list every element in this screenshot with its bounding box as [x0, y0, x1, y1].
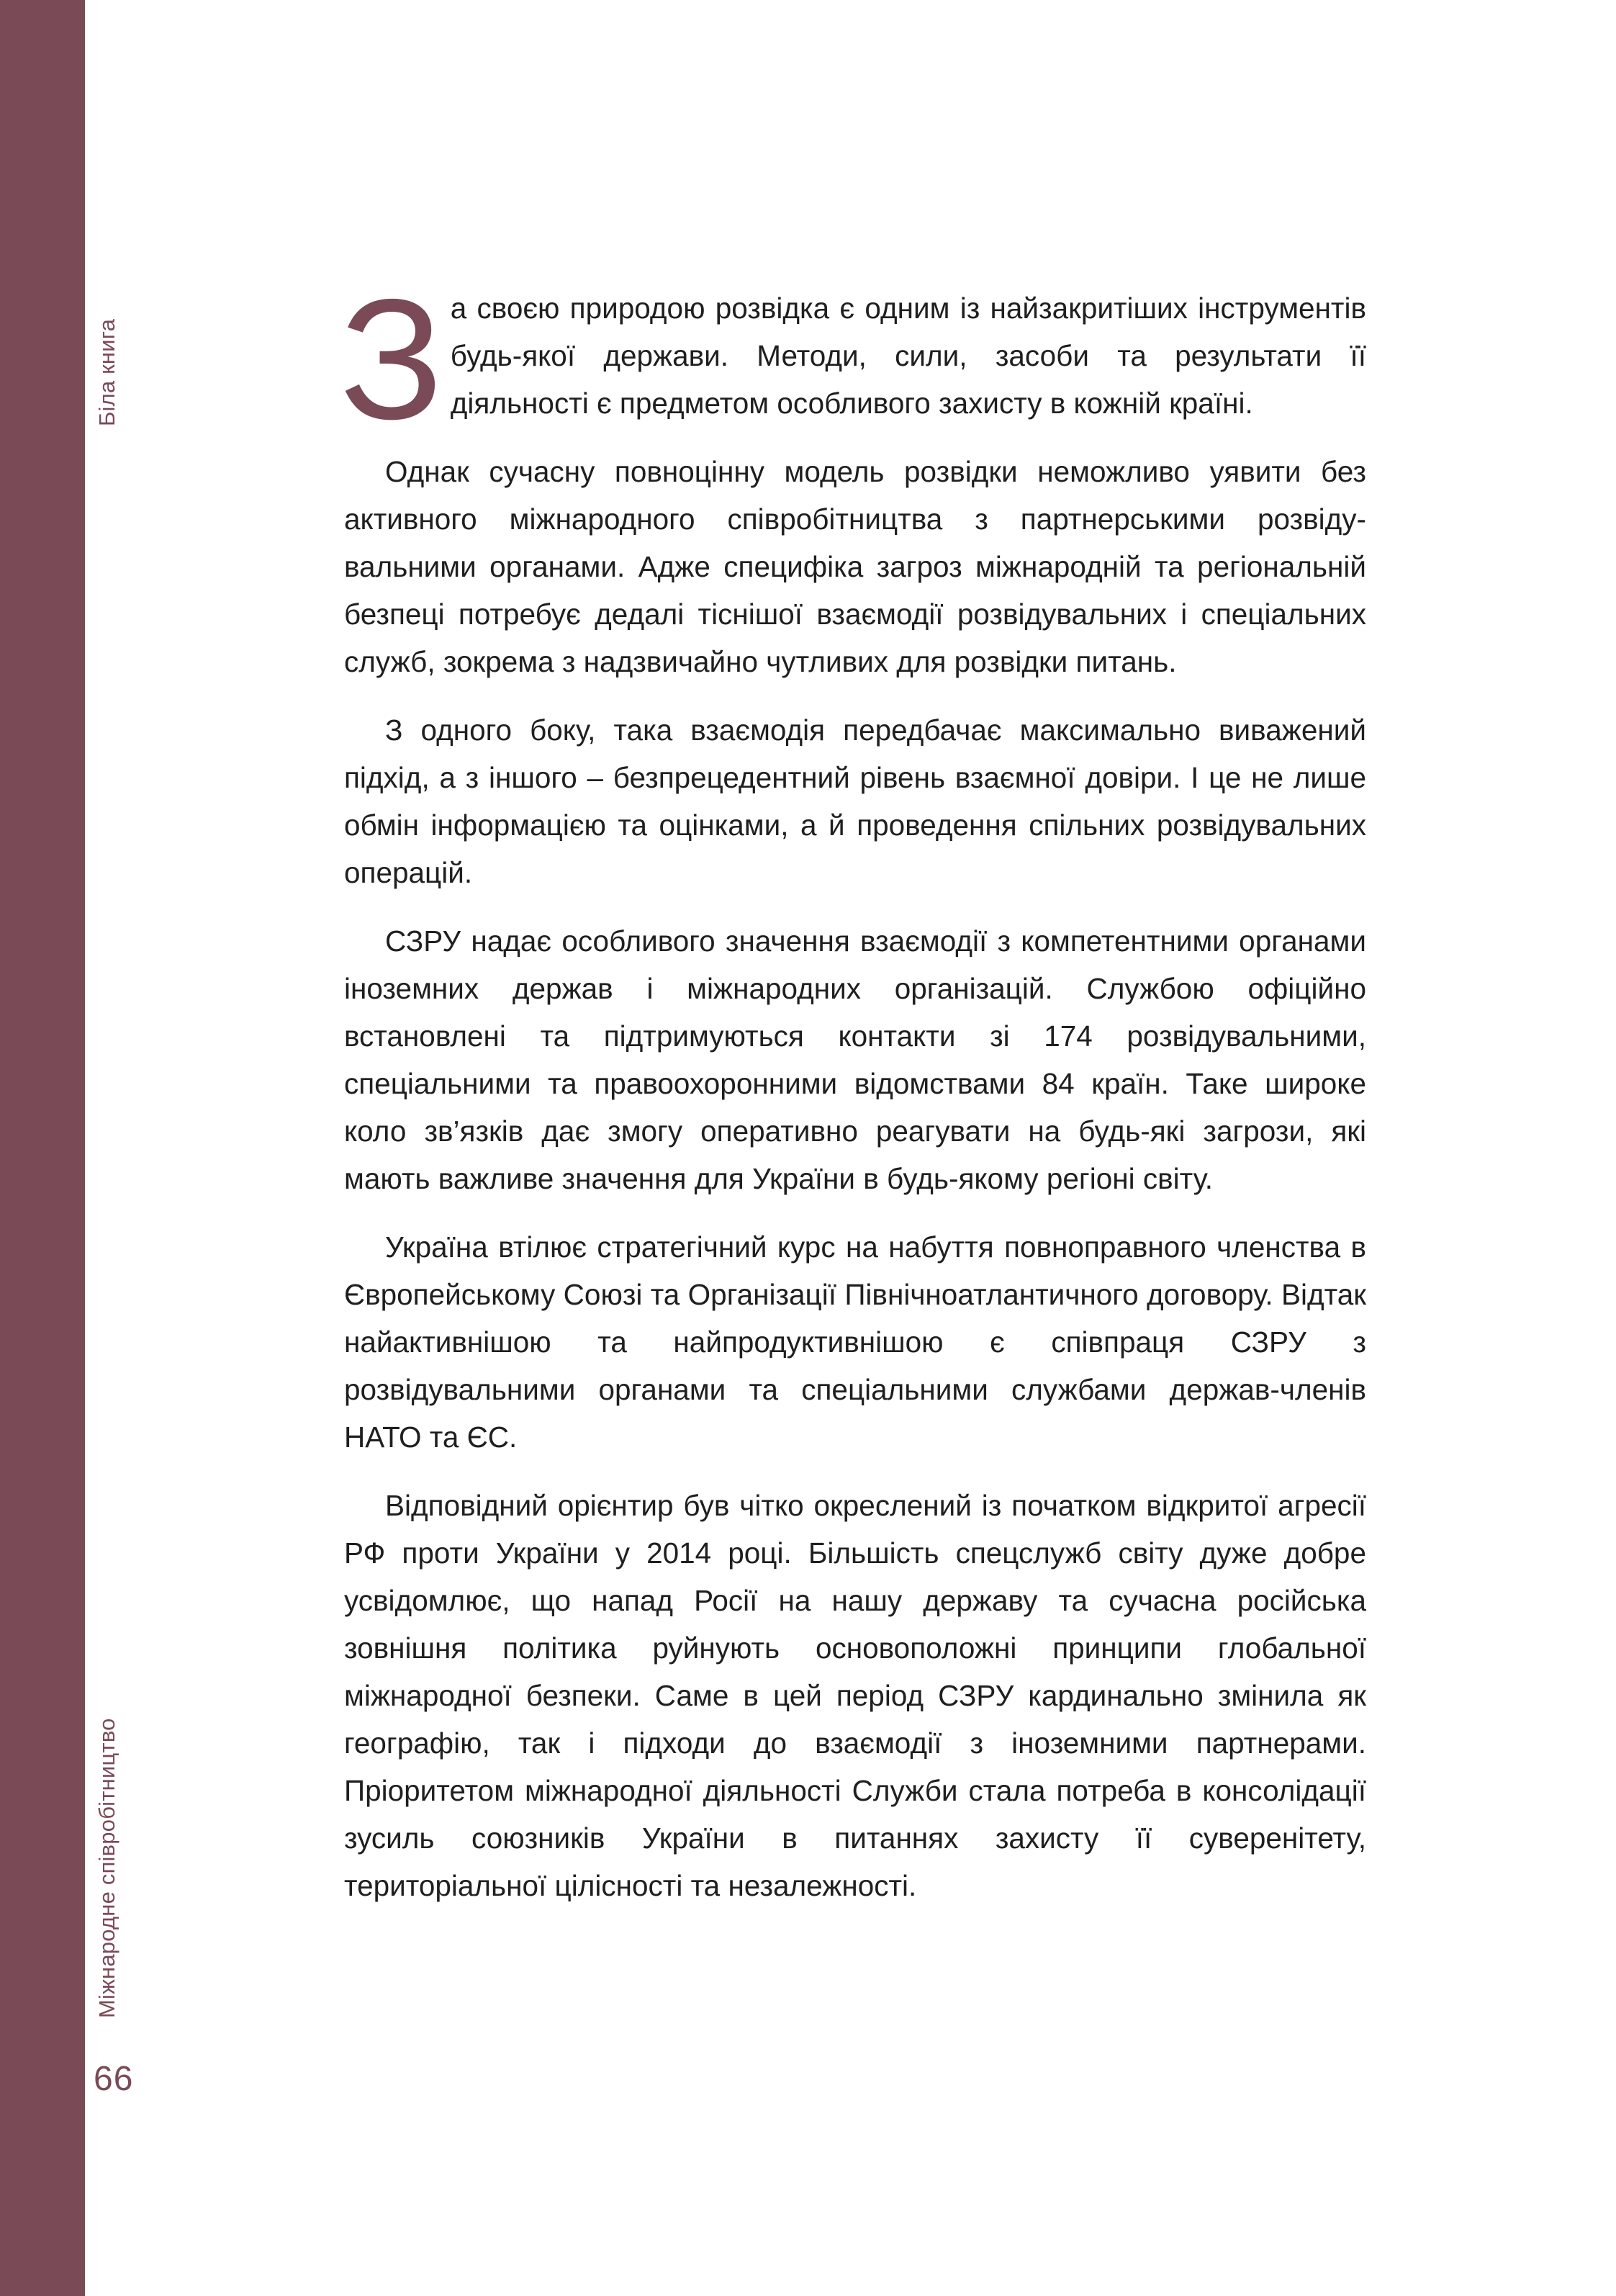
running-header-section-title: Міжнародне співробітництво: [94, 1718, 119, 2018]
running-header-book-title: Біла книга: [94, 318, 119, 426]
paragraph-2: Однак сучасну повноцінну модель розвідки неможливо уявити без активного міжнародного співробітництва з партнерськими розвідувальними органами. Адже специфіка загроз міжнародній та регіональній безпеці потребує дедалі тіснішої взаємодії розвідувальних і спеціальних служб, зокрема з надзвичайно чутливих для розвідки питань.: [344, 455, 1366, 678]
paragraph-3: З одного боку, така взаємодія передбачає максимально виважений підхід, а з іншого – безпрецедентний рівень взаємної довіри. І це не лише обмін інформацією та оцінками, а й проведення спільних розвідувальних операцій.: [344, 713, 1366, 889]
paragraph-5: Україна втілює стратегічний курс на набуття повноправного членства в Європейському Союзі та Організації Північноатлантичного договору. Відтак найактивнішою та найпродуктивнішою є співпраця СЗРУ з розвідувальними органами та спеціальними службами держав-членів НАТО та ЄС.: [344, 1230, 1366, 1454]
page-number: 66: [94, 2060, 134, 2098]
paragraph-1-text: а своєю природою розвідка є одним із найзакритіших інструментів будь-якої держави. Методи, сили, засоби та результати її діяльності є предметом особливого захисту в кожній країні.: [450, 292, 1366, 420]
drop-cap: З: [340, 264, 443, 455]
sidebar-band: [0, 0, 85, 2296]
paragraph-1: [340, 264, 1366, 455]
paragraph-4: СЗРУ надає особливого значення взаємодії з компетентними органами іноземних держав і міжнародних організацій. Службою офіційно встановлені та підтримуються контакти зі 174 розвідувальними, спеціальними та правоохоронними відомствами 84 країн. Таке широке коло зв’язків дає змогу оперативно реагувати на будь-які загрози, які мають важливе значення для України в будь-якому регіоні світу.: [344, 924, 1366, 1195]
article-body: [340, 264, 1366, 1930]
paragraph-6: Відповідний орієнтир був чітко окреслений із початком відкритої агресії РФ проти України у 2014 році. Більшість спецслужб світу дуже добре усвідомлює, що напад Росії на нашу державу та сучасна російська зовнішня політика руйнують основоположні принципи глобальної міжнародної безпеки. Саме в цей період СЗРУ кардинально змінила як географію, так і підходи до взаємодії з іноземними партнерами. Пріоритетом міжнародної діяльності Служби стала потреба в консолідації зусиль союзників України в питаннях захисту її суверенітету, територіальної цілісності та незалежності.: [344, 1489, 1366, 1902]
